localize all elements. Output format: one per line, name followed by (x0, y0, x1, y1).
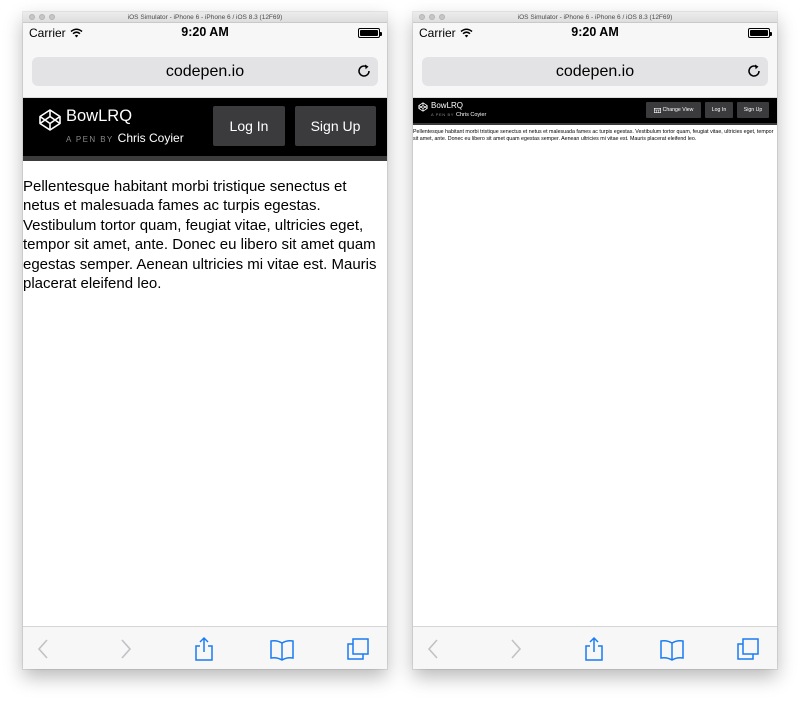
simulator-window-right (413, 12, 777, 669)
status-bar (23, 23, 387, 43)
signup-button[interactable]: Sign Up (737, 102, 769, 118)
codepen-header (413, 98, 777, 125)
codepen-logo-icon[interactable] (38, 108, 62, 132)
body-paragraph: Pellentesque habitant morbi tristique senectus et netus et malesuada fames ac turpis egestas. Vestibulum tortor quam, feugiat vitae, ultricies eget, tempor sit amet, ante. Donec eu libero sit amet quam egestas semper. Aenean ultricies mi vitae est. Mauris placerat eleifend leo. (23, 178, 377, 293)
change-view-button[interactable] (646, 102, 701, 118)
simulator-title: iOS Simulator - iPhone 6 - iPhone 6 / iOS 8.3 (12F69) (517, 14, 673, 21)
safari-header (23, 23, 387, 98)
login-button[interactable]: Log In (213, 106, 285, 146)
battery-icon (358, 28, 380, 38)
pen-content (23, 161, 387, 293)
share-icon[interactable] (581, 636, 607, 662)
status-bar (413, 23, 777, 43)
safari-toolbar (413, 626, 777, 669)
safari-toolbar (23, 626, 387, 669)
reload-icon[interactable] (746, 63, 762, 79)
carrier-label: Carrier (419, 26, 456, 40)
by-label: A PEN BY (431, 112, 455, 117)
status-time: 9:20 AM (571, 25, 619, 39)
pen-title[interactable]: BowLRQ (66, 107, 133, 125)
simulator-titlebar (23, 12, 387, 23)
by-label: A PEN BY (66, 135, 114, 144)
forward-icon[interactable] (112, 636, 138, 662)
url-text: codepen.io (165, 63, 245, 80)
login-button[interactable]: Log In (705, 102, 733, 118)
address-bar[interactable] (422, 57, 768, 86)
layout-icon (654, 108, 661, 113)
tabs-icon[interactable] (345, 636, 371, 662)
bookmarks-icon[interactable] (659, 636, 685, 662)
forward-icon[interactable] (502, 636, 528, 662)
simulator-window-left (23, 12, 387, 669)
bookmarks-icon[interactable] (269, 636, 295, 662)
back-icon[interactable] (31, 636, 57, 662)
body-paragraph: Pellentesque habitant morbi tristique senectus et netus et malesuada fames ac turpis egestas. Vestibulum tortor quam, feugiat vitae, ultricies eget, tempor sit amet, ante. Donec eu libero sit amet quam egestas semper. Aenean ultricies mi vitae est. Mauris placerat eleifend leo. (413, 129, 774, 142)
tabs-icon[interactable] (735, 636, 761, 662)
reload-icon[interactable] (356, 63, 372, 79)
pen-byline (431, 112, 486, 118)
pen-title[interactable]: BowLRQ (431, 101, 464, 110)
battery-icon (748, 28, 770, 38)
share-icon[interactable] (191, 636, 217, 662)
address-bar[interactable] (32, 57, 378, 86)
safari-header (413, 23, 777, 98)
signup-button[interactable]: Sign Up (295, 106, 376, 146)
carrier-label: Carrier (29, 26, 66, 40)
pen-byline (66, 131, 184, 145)
author-link[interactable]: Chris Coyier (456, 112, 487, 118)
codepen-header (23, 98, 387, 161)
status-time: 9:20 AM (181, 25, 229, 39)
author-link[interactable]: Chris Coyier (117, 131, 184, 145)
simulator-titlebar (413, 12, 777, 23)
url-text: codepen.io (555, 63, 635, 80)
codepen-logo-icon[interactable] (418, 102, 428, 112)
back-icon[interactable] (421, 636, 447, 662)
change-view-label: Change View (662, 107, 694, 113)
pen-content (413, 125, 777, 142)
simulator-title: iOS Simulator - iPhone 6 - iPhone 6 / iOS 8.3 (12F69) (127, 14, 283, 21)
